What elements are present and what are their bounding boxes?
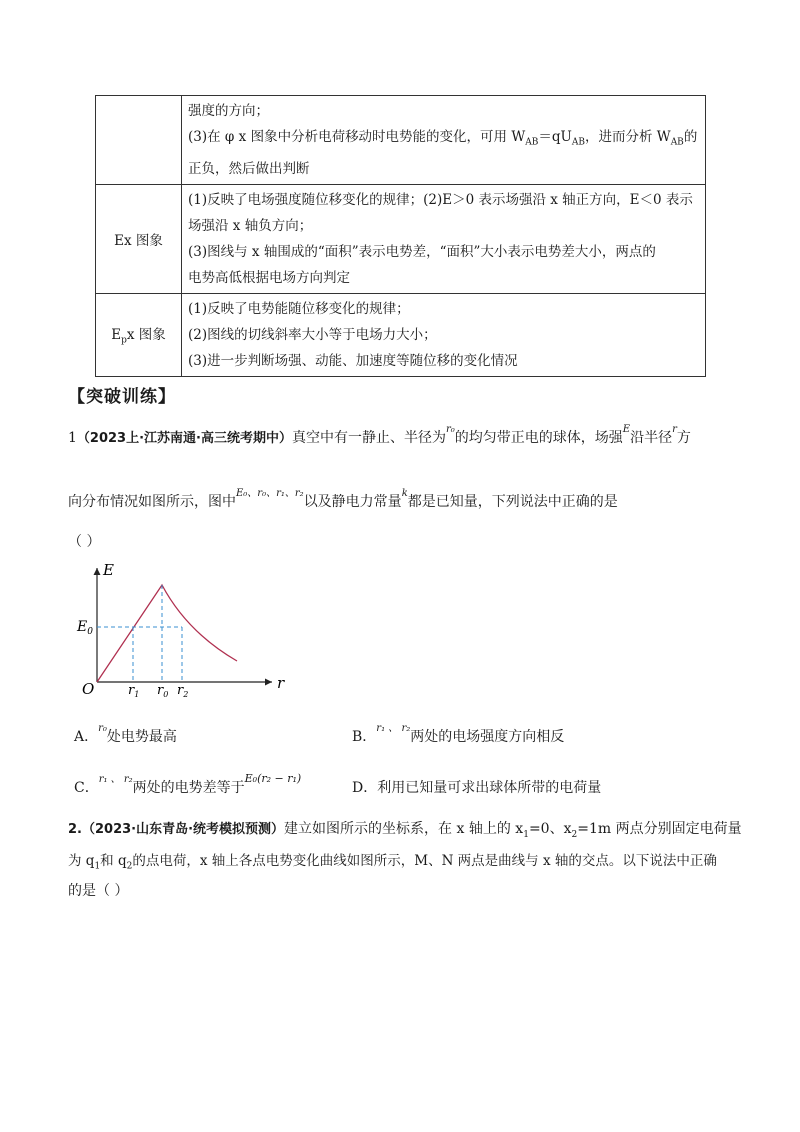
option-symbol: r₀ [98, 723, 107, 734]
symbol-r0: r₀ [445, 424, 455, 435]
question-text: 的点电荷，x 轴上各点电势变化曲线如图所示，M、N 两点是曲线与 x 轴的交点。以下说法中正确 [132, 853, 717, 869]
e-r-graph [72, 560, 292, 702]
r0-main: r [157, 683, 164, 698]
option-text: 利用已知量可求出球体所带的电荷量 [377, 780, 602, 796]
option-d[interactable] [352, 777, 601, 797]
label-text: x 图象 [126, 327, 166, 344]
x-axis-label: r [277, 674, 285, 692]
question-text: 以及静电力常量 [303, 494, 402, 510]
e-curve [97, 585, 237, 682]
e0-sub: 0 [87, 627, 93, 637]
table-text: ＝qU [538, 129, 572, 145]
subscript: 2 [571, 829, 578, 840]
table-line: 电势高低根据电场方向判定 [188, 269, 350, 286]
symbol-list: E₀、r₀、r₁、r₂ [236, 488, 304, 499]
table-text: ，进而分析 W [585, 129, 671, 145]
r2-sub: 2 [183, 690, 189, 699]
question-source: （2023·山东青岛·统考模拟预测） [81, 822, 285, 837]
r2-label [177, 683, 188, 699]
table-line: (1)反映了电场强度随位移变化的规律；(2)E＞0 表示场强沿 x 轴正方向，E＜0 表示 [188, 191, 693, 208]
question-text: 为 q [68, 853, 95, 869]
symbol-E: E [622, 424, 631, 435]
table-line: (3)图线与 x 轴围成的“面积”表示电势差，“面积”大小表示电势差大小，两点的 [188, 243, 656, 260]
question-text: 向分布情况如图所示，图中 [68, 494, 236, 510]
y-axis-label: E [103, 561, 114, 579]
r2-main: r [177, 683, 184, 698]
table-cell-desc [182, 184, 706, 293]
question-text: 都是已知量，下列说法中正确的是 [407, 494, 618, 510]
question-2-line-3: 的是（ ） [68, 883, 129, 899]
r0-sub: 0 [163, 690, 169, 699]
question-text: 沿半径 [630, 430, 673, 446]
option-expression: E₀(r₂ − r₁) [244, 772, 302, 785]
question-text: 的均匀带正电的球体，场强 [454, 430, 623, 446]
table-line [188, 124, 699, 156]
table-text: 的 [683, 129, 698, 145]
question-text: 和 q [100, 853, 127, 869]
subscript: 1 [523, 829, 529, 840]
table-cell-label [96, 96, 182, 185]
question-text: =1m 两点分别固定电荷量 [577, 821, 742, 837]
symbol-r: r [672, 424, 677, 435]
option-text: 两处的电势差等于 [132, 780, 245, 796]
table-line: 强度的方向； [188, 103, 269, 119]
r0-label [157, 683, 168, 699]
origin-label: O [82, 680, 95, 698]
table-line: (3)进一步判断场强、动能、加速度等随位移的变化情况 [188, 352, 518, 369]
question-text: =0、x [528, 821, 572, 837]
table-row [96, 184, 706, 293]
question-1-line-2 [68, 488, 618, 511]
question-1-line-1 [68, 424, 691, 447]
answer-paren: （ ） [68, 534, 101, 550]
question-text: 方 [676, 430, 691, 446]
table-line: 正负，然后做出判断 [188, 160, 310, 177]
question-text: 建立如图所示的坐标系，在 x 轴上的 x [284, 821, 524, 837]
option-text: 处电势最高 [106, 729, 177, 745]
subscript: AB [525, 137, 539, 148]
table-cell-desc [182, 96, 706, 185]
e0-label [76, 619, 93, 637]
table-cell-label: Ex 图象 [96, 184, 182, 293]
subscript: AB [670, 137, 684, 148]
option-symbol: r₁ 、 r₂ [376, 723, 411, 734]
question-2-line-2 [68, 849, 717, 872]
option-text: 两处的电场强度方向相反 [410, 729, 565, 745]
option-symbol: r₁ 、 r₂ [98, 774, 133, 785]
option-letter: A． [74, 729, 99, 745]
table-cell-desc [182, 293, 706, 376]
question-text: 真空中有一静止、半径为 [291, 430, 446, 446]
e0-main: E [77, 619, 88, 635]
table-line: (1)反映了电势能随位移变化的规律； [188, 300, 410, 317]
table-line: 场强沿 x 轴负方向； [188, 217, 313, 234]
subscript: 1 [94, 861, 101, 872]
label-text: E [111, 327, 122, 344]
table-cell-label [96, 293, 182, 376]
question-2-line-1 [68, 818, 742, 840]
r1-label [128, 683, 139, 699]
r1-main: r [128, 683, 135, 698]
table-row [96, 96, 706, 185]
option-letter: D． [352, 780, 378, 796]
symbol-k: k [401, 488, 408, 499]
option-c[interactable] [74, 772, 302, 797]
question-source: （2023上·江苏南通·高三统考期中） [76, 431, 292, 446]
subscript: 2 [126, 861, 133, 872]
option-letter: C． [74, 780, 99, 796]
option-b[interactable] [352, 723, 565, 746]
table-row [96, 293, 706, 376]
option-letter: B． [352, 729, 377, 745]
table-text: (3)在 φ x 图象中分析电荷移动时电势能的变化，可用 W [188, 129, 526, 145]
graph-summary-table [95, 95, 706, 377]
option-a[interactable] [74, 723, 177, 746]
section-title: 【突破训练】 [68, 387, 176, 407]
subscript: p [121, 336, 127, 347]
table-line: (2)图线的切线斜率大小等于电场力大小； [188, 326, 437, 343]
r1-sub: 1 [134, 690, 140, 699]
question-number: 2. [68, 822, 82, 837]
question-number: 1 [68, 430, 77, 446]
subscript: AB [571, 137, 586, 148]
